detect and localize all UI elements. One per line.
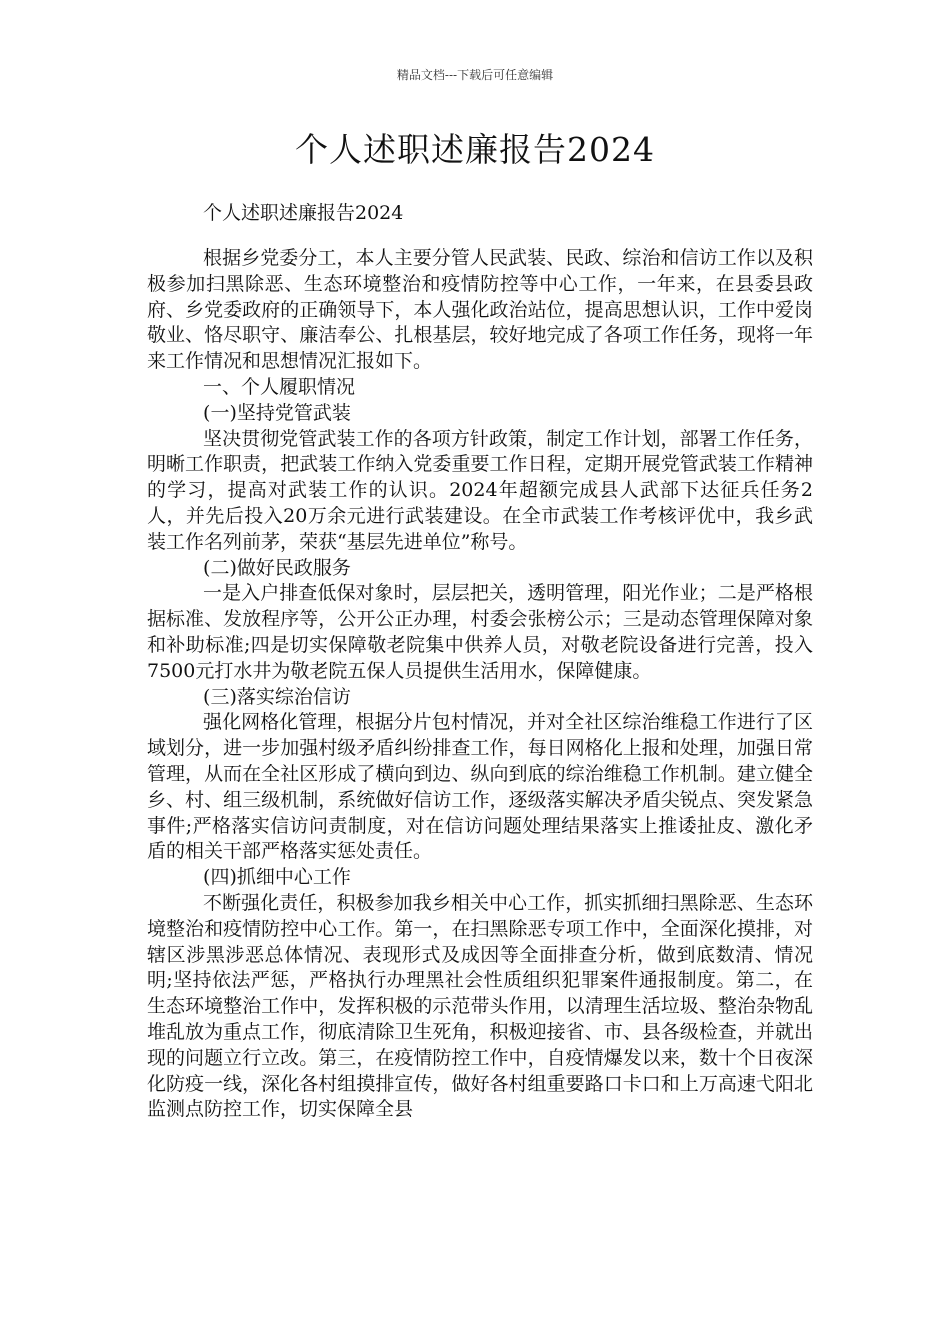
document-title: 个人述职述廉报告2024	[295, 130, 655, 169]
subsection-heading: (三)落实综治信访	[203, 685, 351, 708]
paragraph: 强化网格化管理，根据分片包村情况，并对全社区综治维稳工作进行了区域划分，进一步加强村级矛盾纠纷排查工作，每日网格化上报和处理，加强日常管理，从而在全社区形成了横向到边、纵向到底的综治维稳工作机制。建立健全乡、村、组三级机制，系统做好信访工作，逐级落实解决矛盾尖锐点、突发紧急事件;严格落实信访问责制度，对在信访问题处理结果落实上推诿扯皮、激化矛盾的相关干部严格落实惩处责任。	[147, 711, 813, 863]
subsection-heading: (二)做好民政服务	[203, 556, 351, 579]
paragraph: 根据乡党委分工，本人主要分管人民武装、民政、综治和信访工作以及积极参加扫黑除恶、生态环境整治和疫情防控等中心工作，一年来，在县委县政府、乡党委政府的正确领导下，本人强化政治站位，提高思想认识，工作中爱岗敬业、恪尽职守、廉洁奉公、扎根基层，较好地完成了各项工作任务，现将一年来工作情况和思想情况汇报如下。	[147, 247, 813, 373]
paragraph: 坚决贯彻党管武装工作的各项方针政策，制定工作计划，部署工作任务，明晰工作职责，把武装工作纳入党委重要工作日程，定期开展党管武装工作精神的学习，提高对武装工作的认识。2024年超额完成县人武部下达征兵任务2人，并先后投入20万余元进行武装建设。在全市武装工作考核评优中，我乡武装工作名列前茅，荣获“基层先进单位”称号。	[147, 427, 813, 553]
document-subtitle: 个人述职述廉报告2024	[203, 202, 404, 224]
page-header: 精品文档---下载后可任意编辑	[396, 68, 554, 82]
paragraph: 一是入户排查低保对象时，层层把关，透明管理，阳光作业；二是严格根据标准、发放程序等，公开公正办理，村委会张榜公示；三是动态管理保障对象和补助标准;四是切实保障敬老院集中供养人员，对敬老院设备进行完善，投入7500元打水井为敬老院五保人员提供生活用水，保障健康。	[147, 582, 813, 682]
paragraph: 不断强化责任，积极参加我乡相关中心工作，抓实抓细扫黑除恶、生态环境整治和疫情防控中心工作。第一，在扫黑除恶专项工作中，全面深化摸排，对辖区涉黑涉恶总体情况、表现形式及成因等全面排查分析，做到底数清、情况明;坚持依法严惩，严格执行办理黑社会性质组织犯罪案件通报制度。第二，在生态环境整治工作中，发挥积极的示范带头作用，以清理生活垃圾、整治杂物乱堆乱放为重点工作，彻底清除卫生死角，积极迎接省、市、县各级检查，并就出现的问题立行立改。第三，在疫情防控工作中，自疫情爆发以来，数十个日夜深化防疫一线，深化各村组摸排宣传，做好各村组重要路口卡口和上万高速弋阳北监测点防控工作，切实保障全县	[147, 891, 813, 1121]
document-body	[147, 246, 813, 1123]
subsection-heading: (一)坚持党管武装	[203, 401, 351, 424]
subsection-heading: (四)抓细中心工作	[203, 866, 351, 889]
section-heading: 一、个人履职情况	[203, 375, 356, 398]
